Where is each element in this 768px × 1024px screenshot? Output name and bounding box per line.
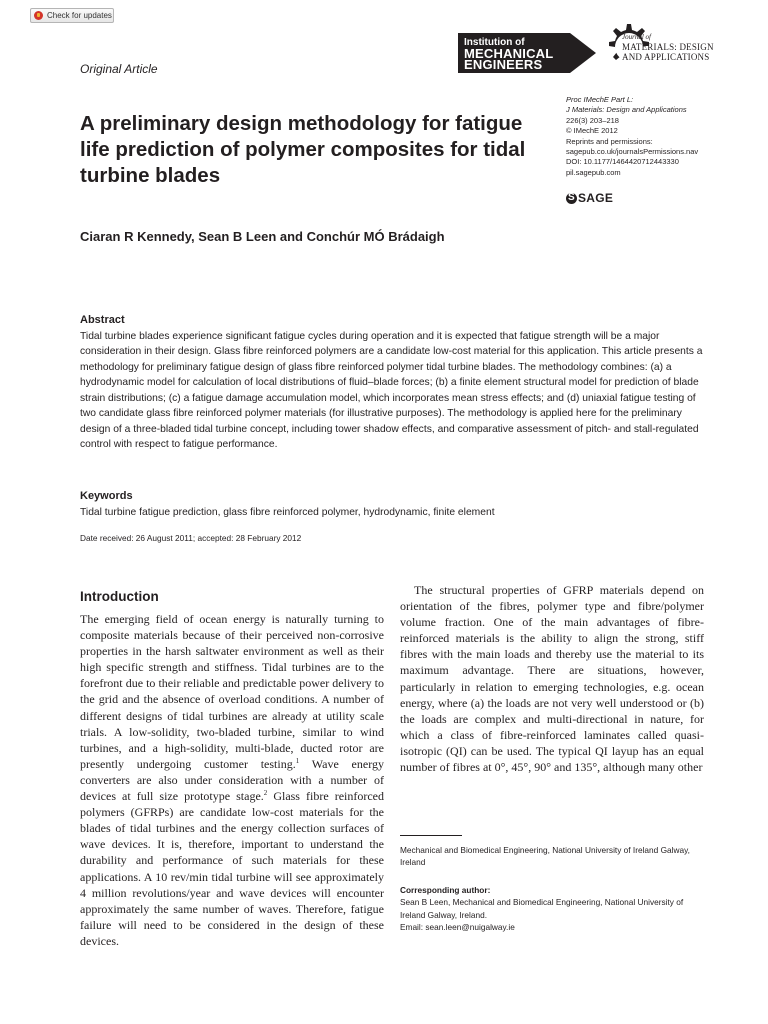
footnote-divider (400, 835, 462, 836)
imeche-logo-line1: Institution of (464, 37, 525, 48)
abstract-section (80, 313, 704, 453)
imeche-arrow-icon (570, 33, 596, 73)
article-type: Original Article (80, 62, 158, 76)
pub-info-line: © IMechE 2012 (566, 126, 618, 136)
journal-logo-line2: MATERIALS: DESIGN (622, 42, 714, 52)
sage-logo (566, 191, 613, 205)
imeche-logo (458, 33, 570, 73)
journal-site-link[interactable]: pil.sagepub.com (566, 167, 621, 177)
sage-logo-text: SAGE (578, 191, 614, 205)
imeche-logo-line2: MECHANICAL (464, 46, 554, 61)
abstract-heading: Abstract (80, 314, 125, 326)
body-column-left (80, 611, 384, 949)
abstract-text: Tidal turbine blades experience significant fatigue cycles during operation and it is expected that fatigue strength will be a major consideration in their design. Glass fibre reinforced polymers are a candidate low-cost material for this application. This article presents a methodology for preliminary fatigue design of glass fibre reinforced polymer tidal turbine blades. The methodology combines: (a) a hydrodynamic model for calculation of local distributions of fluid–blade forces; (b) a finite element structural model for prediction of blade strain distributions; (c) a fatigue damage accumulation model, which incorporates mean stress effects; and (d) uniaxial fatigue testing of two candidate glass fibre reinforced polymer materials (for illustrative purposes). The methodology is applied here for the preliminary design of a three-bladed tidal turbine concept, including tower shadow effects, and comparative assessment of pitch- and stall-regulated control with respect to fatigue performance. (80, 330, 703, 450)
doi-link[interactable]: DOI: 10.1177/1464420712443330 (566, 157, 679, 167)
journal-logo (622, 32, 714, 62)
intro-paragraph-2: The structural properties of GFRP materials depend on orientation of the fibres, polymer type and fibre/polymer volume fraction. One of the main advantages of fibre-reinforced materials is the ability to align the strong, stiff fibres with the main loads and thereby use the material to its maximum advantage. There are situations, however, particularly in relation to emerging technologies, e.g. ocean energy, where (a) the loads are not very well understood or (b) the loads are complex and multi-directional in nature, for which a class of fibre-reinforced laminates called quasi-isotropic (QI) can be used. The typical QI layup has an equal number of fibres at 0°, 45°, 90° and 135°, although many other (400, 583, 704, 775)
corresponding-author-heading: Corresponding author: (400, 885, 491, 895)
journal-logo-line3: AND APPLICATIONS (622, 52, 710, 62)
corresponding-author-address: Sean B Leen, Mechanical and Biomedical Engineering, National University of Ireland Galway, Ireland. (400, 897, 684, 920)
keywords-section (80, 489, 704, 520)
corresponding-author (400, 884, 704, 933)
article-title: A preliminary design methodology for fatigue life prediction of polymer composites for tidal turbine blades (80, 112, 526, 187)
keywords-text: Tidal turbine fatigue prediction, glass fibre reinforced polymer, hydrodynamic, finite element (80, 506, 495, 518)
pub-info-line: Reprints and permissions: (566, 136, 653, 146)
permissions-link[interactable]: sagepub.co.uk/journalsPermissions.nav (566, 147, 699, 157)
body-column-right (400, 582, 704, 775)
publication-info (566, 95, 698, 178)
received-accepted-dates: Date received: 26 August 2011; accepted: 28 February 2012 (80, 533, 302, 543)
reference-2-link[interactable]: 2 (263, 789, 268, 798)
imeche-logo-line3: ENGINEERS (464, 57, 543, 72)
pub-info-line: J Materials: Design and Applications (566, 105, 687, 115)
check-for-updates-label: Check for updates (47, 11, 112, 20)
intro-paragraph-1: The emerging field of ocean energy is naturally turning to composite materials because of their perceived non-corrosive properties in the harsh saltwater environment as well as their high specific strength and stiffness. Tidal turbines are to the forefront due to their reliable and predictable power delivery to the grid and the absence of overload conditions. A number of different designs of tidal turbines are already at utility scale trials. A low-solidity, two-bladed turbine, similar to wind turbines, and a high-solidity, multi-blade, ducted rotor are presently undergoing customer testing.$^1$ Wave energy converters are also under consideration with a number of devices at full size prototype stage.$^2$ Glass fibre reinforced polymers (GFRPs) are candidate low-cost materials for the blades of tidal turbines and the energy collection surfaces of wave devices. It is, therefore, important to understand the durability and performance of such materials for these applications. A 10 rev/min tidal turbine will see approximately 4 million revolutions/year and wave devices will encounter approximately the same number of waves. Therefore, fatigue failure will need to be considered in the design of these devices. (80, 612, 384, 948)
reference-1-link[interactable]: 1 (295, 756, 300, 765)
pub-info-line: Proc IMechE Part L: (566, 95, 634, 104)
keywords-heading: Keywords (80, 490, 133, 502)
author-affiliation: Mechanical and Biomedical Engineering, National University of Ireland Galway, Ireland (400, 845, 690, 867)
journal-logo-line1: Journal of (622, 33, 651, 41)
crossmark-icon (34, 11, 43, 20)
author-list: Ciaran R Kennedy, Sean B Leen and Conchúr MÓ Brádaigh (80, 229, 445, 244)
pub-info-line: 226(3) 203–218 (566, 115, 619, 125)
corresponding-author-email[interactable]: Email: sean.leen@nuigalway.ie (400, 921, 515, 932)
sage-s-icon (566, 193, 577, 204)
check-for-updates-button[interactable] (30, 8, 114, 23)
introduction-heading: Introduction (80, 589, 159, 604)
